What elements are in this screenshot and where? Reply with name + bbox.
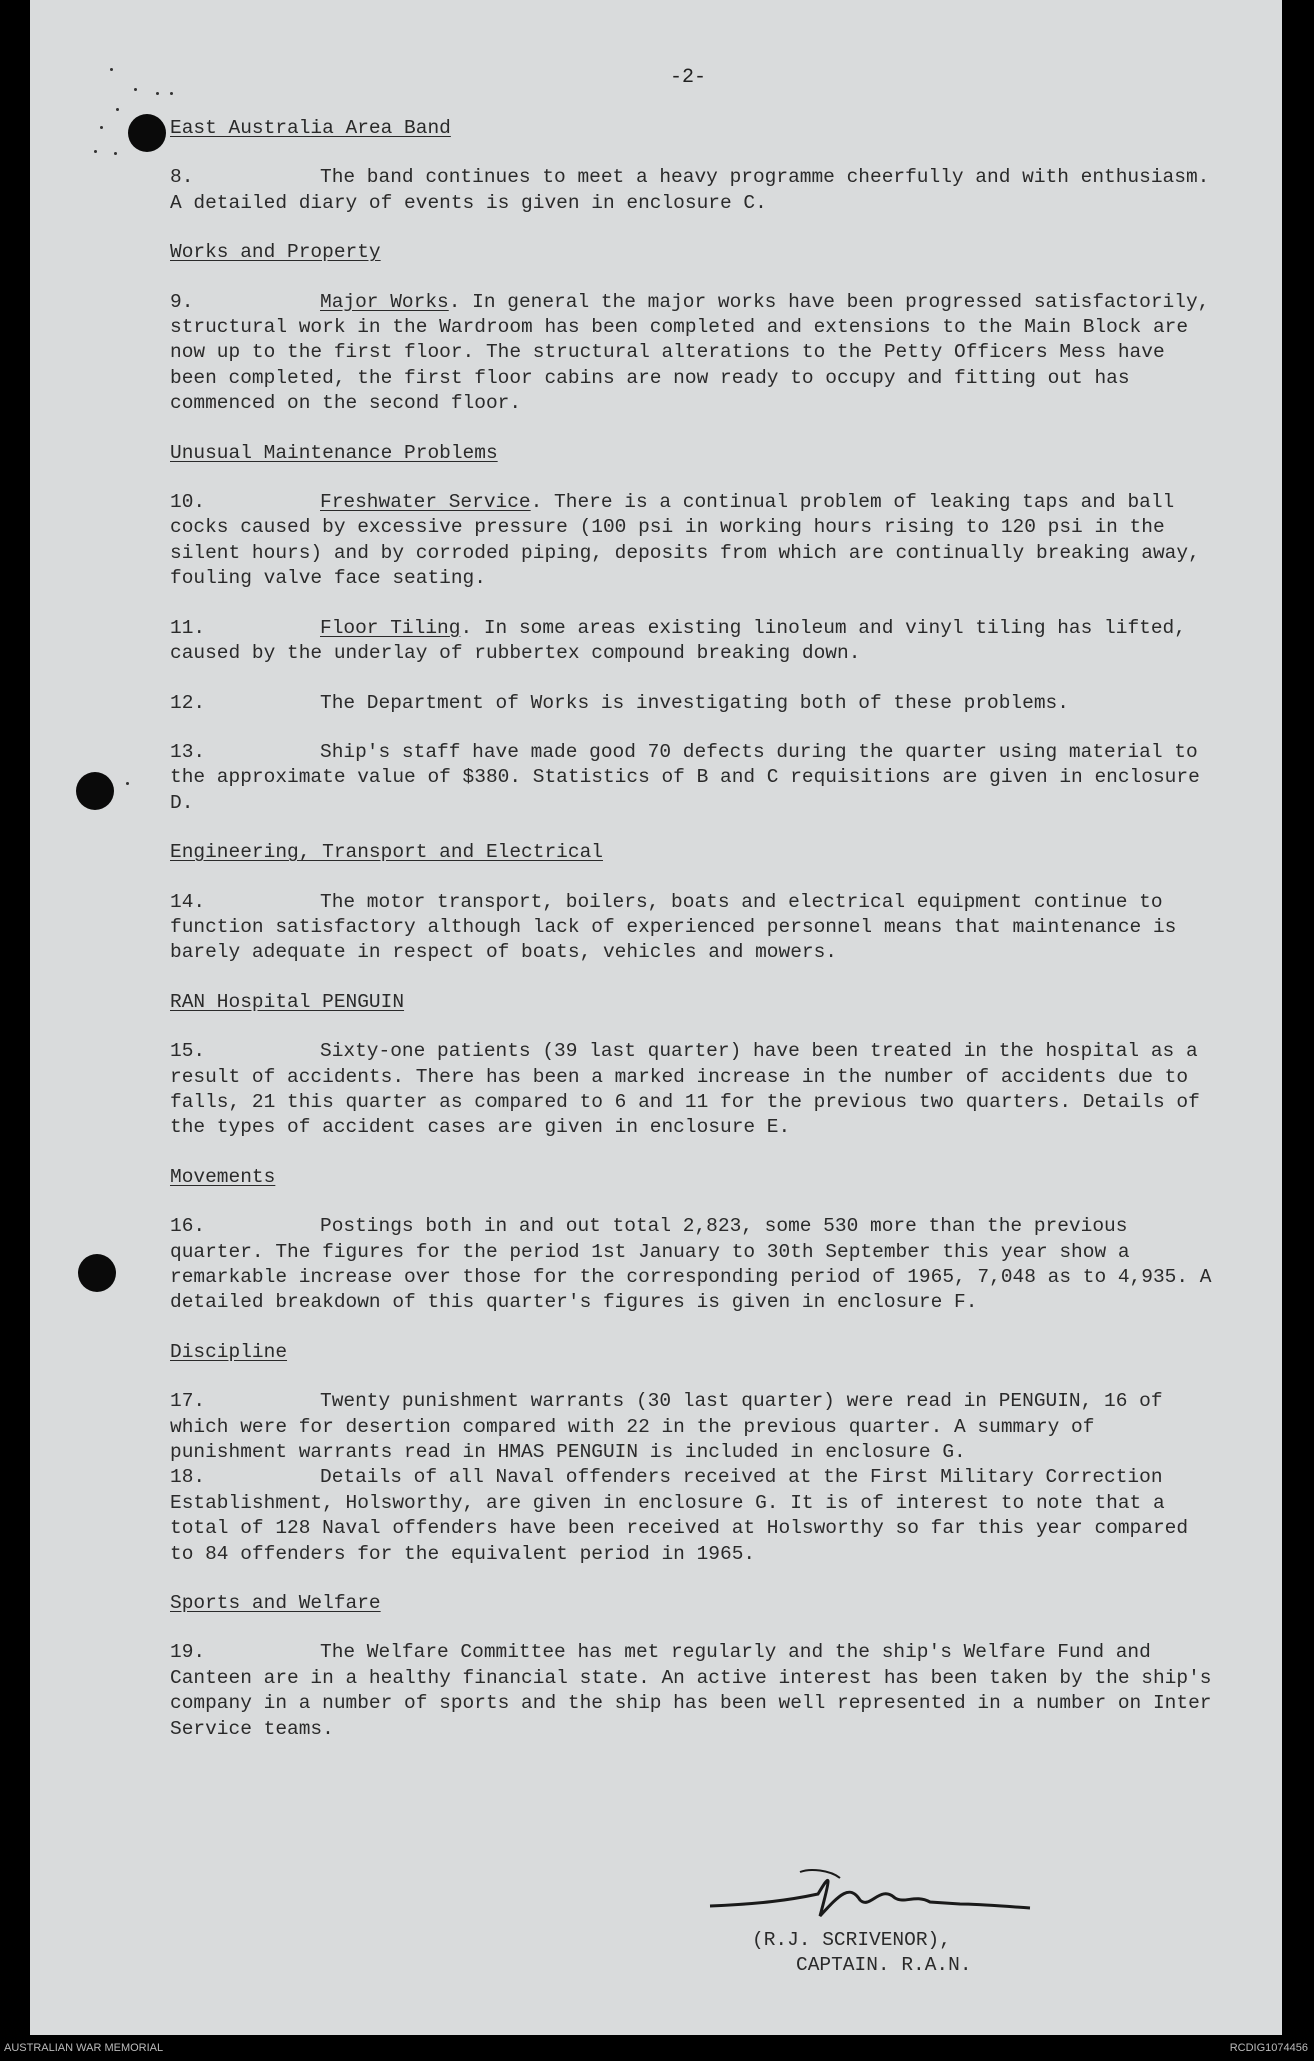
section-heading: RAN Hospital PENGUIN <box>170 990 405 1013</box>
paragraph-number: 11. <box>170 616 206 639</box>
paragraph-number: 18. <box>170 1466 206 1489</box>
paragraph <box>170 490 1220 592</box>
paragraph-number: 17. <box>170 1390 206 1413</box>
paragraph-number: 19. <box>170 1641 206 1664</box>
signature-block <box>752 1928 972 1979</box>
paragraph <box>170 740 1220 816</box>
paragraph-text: The Welfare Committee has met regularly and the ship's Welfare Fund and Canteen are in a healthy financial state. An active interest has been taken by the ship's company in a number of sports and the ship has been well represented in a number on Inter Service teams. <box>170 1641 1212 1740</box>
section-heading: Works and Property <box>170 241 381 264</box>
paragraph-text: . In general the major works have been progressed satisfactorily, structural work in the Wardroom has been completed and extensions to the Main Block are now up to the first floor. The structural alterations to the Petty Officers Mess have been completed, the first floor cabins are now ready to occupy and fitting out has commenced on the second floor. <box>170 290 1210 415</box>
paragraph-number: 12. <box>170 691 206 714</box>
section-heading: Discipline <box>170 1340 288 1363</box>
paragraph-subheading: Floor Tiling <box>320 616 461 639</box>
section-heading: Unusual Maintenance Problems <box>170 441 498 464</box>
section-heading: Engineering, Transport and Electrical <box>170 841 603 864</box>
paragraph-text: . In some areas existing linoleum and vinyl tiling has lifted, caused by the underlay of rubbertex compound breaking down. <box>170 616 1186 665</box>
paragraph-text: Twenty punishment warrants (30 last quarter) were read in PENGUIN, 16 of which were for desertion compared with 22 in the previous quarter. A summary of punishment warrants read in HMAS PENGUIN is included in enclosure G. <box>170 1390 1163 1464</box>
paragraph-text: The band continues to meet a heavy programme cheerfully and with enthusiasm. A detailed diary of events is given in enclosure C. <box>170 166 1210 214</box>
paragraph-number: 9. <box>170 290 194 313</box>
paragraph-number: 10. <box>170 491 206 514</box>
paragraph <box>170 1389 1220 1465</box>
paragraph-text: The Department of Works is investigating both of these problems. <box>320 691 1069 714</box>
paragraph <box>170 890 1220 966</box>
paragraph-text: Ship's staff have made good 70 defects during the quarter using material to the approximate value of $380. Statistics of B and C requisitions are given in enclosure D. <box>170 740 1200 814</box>
paragraph-number: 15. <box>170 1040 206 1063</box>
paragraph <box>170 290 1220 417</box>
document-body <box>170 116 1220 1742</box>
paragraph <box>170 1214 1220 1316</box>
punch-hole <box>128 114 166 152</box>
footer-source: AUSTRALIAN WAR MEMORIAL <box>4 2042 164 2054</box>
paragraph-number: 13. <box>170 740 206 763</box>
paragraph <box>170 165 1220 216</box>
section-heading: East Australia Area Band <box>170 117 451 139</box>
page-number: -2- <box>670 66 707 89</box>
section-heading: Movements <box>170 1165 276 1188</box>
paragraph <box>170 1640 1220 1742</box>
signature-rank: CAPTAIN. R.A.N. <box>796 1954 972 1977</box>
section-heading: Sports and Welfare <box>170 1592 381 1615</box>
paragraph <box>170 1039 1220 1141</box>
footer-id: RCDIG1074456 <box>1229 2042 1308 2054</box>
paragraph-subheading: Freshwater Service <box>320 491 531 514</box>
paragraph-number: 14. <box>170 890 206 913</box>
paragraph-number: 16. <box>170 1215 206 1238</box>
paragraph-text: Details of all Naval offenders received at the First Military Correction Establishment, Holsworthy, are given in enclosure G. It is of interest to note that a total of 128 Naval offenders have been received at Holsworthy so far this year compared to 84 offenders for the equivalent period in 1965. <box>170 1466 1189 1565</box>
paragraph-subheading: Major Works <box>320 290 449 313</box>
paragraph-number: 8. <box>170 166 194 189</box>
paragraph <box>170 1465 1220 1567</box>
signature-mark <box>700 1864 1040 1924</box>
paragraph-text: Postings both in and out total 2,823, some 530 more than the previous quarter. The figures for the period 1st January to 30th September this year show a remarkable increase over those for the corresponding period of 1965, 7,048 as to 4,935. A detailed breakdown of this quarter's figures is given in enclosure F. <box>170 1215 1212 1314</box>
paragraph <box>170 691 1220 716</box>
punch-hole <box>78 1254 116 1292</box>
footer <box>0 2040 1314 2058</box>
paragraph-text: Sixty-one patients (39 last quarter) have been treated in the hospital as a result of accidents. There has been a marked increase in the number of accidents due to falls, 21 this quarter as compared to 6 and 11 for the previous two quarters. Details of the types of accident cases are given in enclosure E. <box>170 1040 1200 1139</box>
paragraph-text: . There is a continual problem of leaking taps and ball cocks caused by excessive pressure (100 psi in working hours rising to 120 psi in the silent hours) and by corroded piping, deposits from which are continually breaking away, fouling valve face seating. <box>170 491 1200 590</box>
paragraph-text: The motor transport, boilers, boats and electrical equipment continue to function satisfactory although lack of experienced personnel means that maintenance is barely adequate in respect of boats, vehicles and mowers. <box>170 890 1177 964</box>
punch-hole <box>76 772 114 810</box>
signature-name: (R.J. SCRIVENOR), <box>752 1929 951 1951</box>
paragraph <box>170 616 1220 667</box>
